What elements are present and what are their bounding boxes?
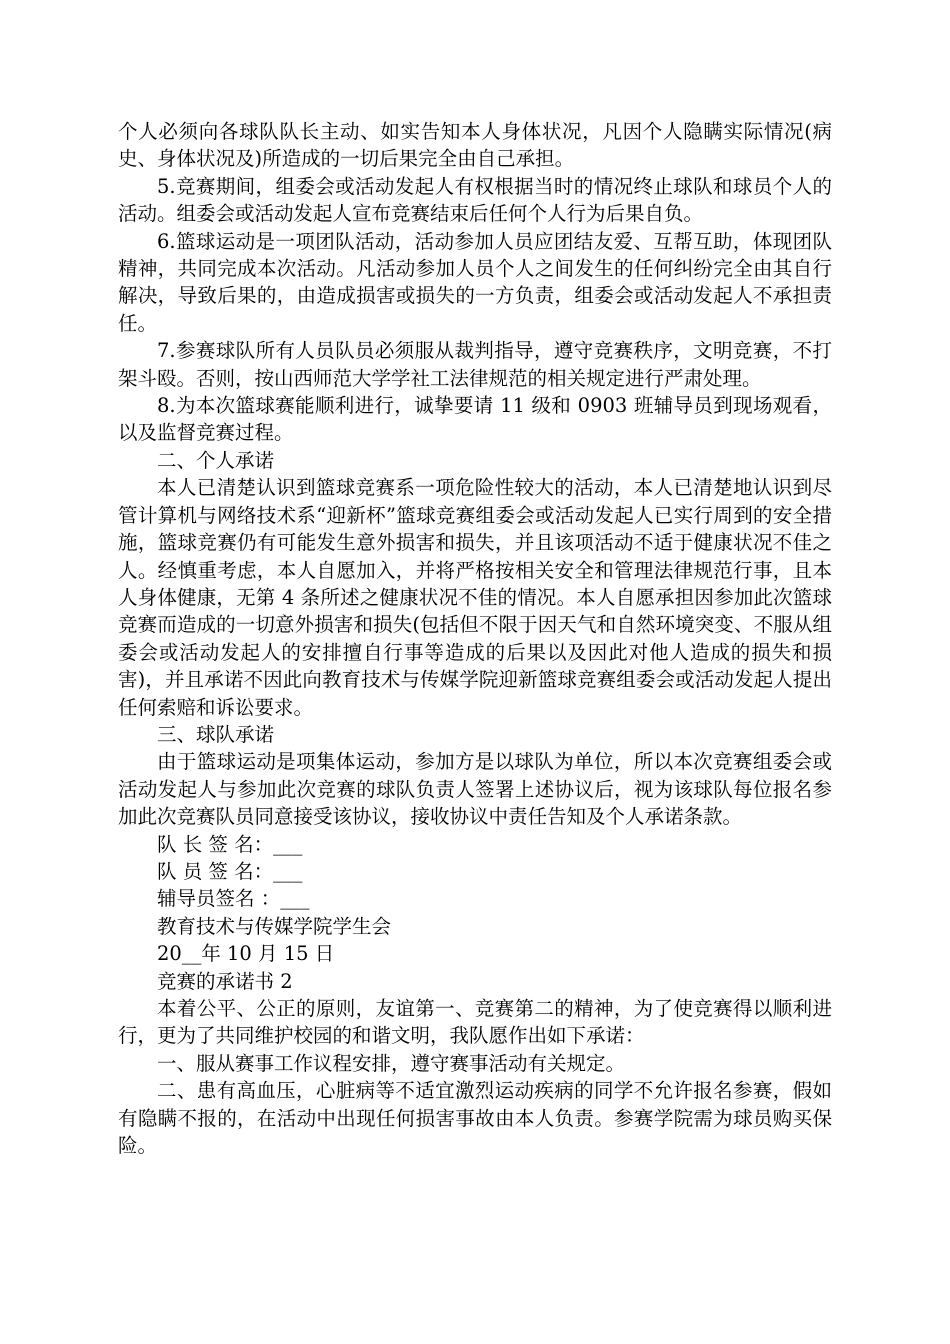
counselor-signature-line: 辅导员签名 ：___ (157, 887, 310, 911)
document-title-2: 竞赛的承诺书 2 (157, 969, 293, 993)
captain-signature-line: 队 长 签 名：___ (157, 832, 303, 856)
document-date: 20__年 10 月 15 日 (157, 942, 335, 966)
member-signature-line: 队 员 签 名：___ (157, 859, 303, 883)
section-heading-personal-commitment: 二、个人承诺 (157, 448, 275, 472)
paragraph-intro-2: 本着公平、公正的原则，友谊第一、竞赛第二的精神，为了使竞赛得以顺利进行，更为了共同维护校园的和谐文明，我队愿作出如下承诺： (118, 997, 832, 1048)
paragraph-team-commitment: 由于篮球运动是项集体运动，参加方是以球队为单位，所以本次竞赛组委会或活动发起人与参加此次竞赛的球队负责人签署上述协议后，视为该球队每位报名参加此次竞赛队员同意接受该协议，接收协议中责任告知及个人承诺条款。 (118, 750, 832, 829)
paragraph-item-8: 8.为本次篮球赛能顺利进行，诚挚要请 11 级和 0903 班辅导员到现场观看，以及监督竞赛过程。 (118, 394, 832, 445)
paragraph-item-5: 5.竞赛期间，组委会或活动发起人有权根据当时的情况终止球队和球员个人的活动。组委会或活动发起人宣布竞赛结束后任何个人行为后果自负。 (118, 174, 832, 226)
paragraph-item-7: 7.参赛球队所有人员队员必须服从裁判指导，遵守竞赛秩序，文明竞赛，不打架斗殴。否则，按山西师范大学学社工法律规范的相关规定进行严肃处理。 (118, 339, 832, 390)
paragraph-commitment-1: 一、服从赛事工作议程安排，遵守赛事活动有关规定。 (157, 1051, 626, 1075)
section-heading-team-commitment: 三、球队承诺 (157, 722, 275, 746)
organization-name: 教育技术与传媒学院学生会 (157, 914, 392, 938)
paragraph-health-disclosure: 个人必须向各球队队长主动、如实告知本人身体状况，凡因个人隐瞒实际情况(病史、身体状况及)所造成的一切后果完全由自己承担。 (118, 120, 832, 171)
paragraph-personal-commitment: 本人已清楚认识到篮球竞赛系一项危险性较大的活动，本人已清楚地认识到尽管计算机与网络技术系“迎新杯”篮球竞赛组委会或活动发起人已实行周到的安全措施，篮球竞赛仍有可能发生意外损害和损失，并且该项活动不适于健康状况不佳之人。经慎重考虑，本人自愿加入，并将严格按相关安全和管理法律规范行事，且本人身体健康，无第 4 条所述之健康状况不佳的情况。本人自愿承担因参加此次篮球竞赛而造成的一切意外损害和损失(包括但不限于因天气和自然环境突变、不服从组委会或活动发起人的安排擅自行事等造成的后果以及因此对他人造成的损失和损害)，并且承诺不因此向教育技术与传媒学院迎新篮球竞赛组委会或活动发起人提出任何索赔和诉讼要求。 (118, 476, 832, 719)
paragraph-commitment-2: 二、患有高血压，心脏病等不适宜激烈运动疾病的同学不允许报名参赛，假如有隐瞒不报的，在活动中出现任何损害事故由本人负责。参赛学院需为球员购买保险。 (118, 1079, 832, 1158)
paragraph-item-6: 6.篮球运动是一项团队活动，活动参加人员应团结友爱、互帮互助，体现团队精神，共同完成本次活动。凡活动参加人员个人之间发生的任何纠纷完全由其自行解决，导致后果的，由造成损害或损失的一方负责，组委会或活动发起人不承担责任。 (118, 229, 832, 335)
document-page (118, 118, 832, 1159)
